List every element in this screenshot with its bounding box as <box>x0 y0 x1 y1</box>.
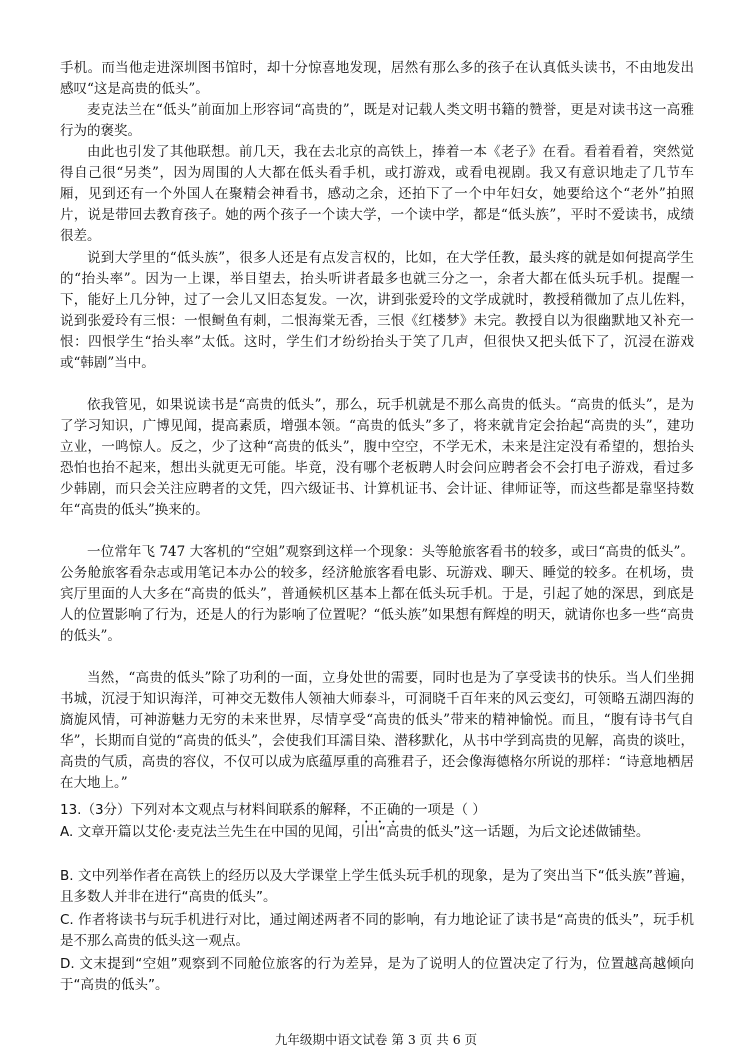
article-paragraph-4: 说到大学里的“低头族”，很多人还是有点发言权的，比如，在大学任教，最头疼的就是如何提高学生的“抬头率”。因为一上课，举目望去，抬头听讲者最多也就三分之一，余者大都在低头玩手机。提醒一下，能好上几分钟，过了一会儿又旧态复发。一次，讲到张爱玲的文学成就时，教授稍微加了点儿佐料，说到张爱玲有三恨：一恨鲥鱼有刺，二恨海棠无香，三恨《红楼梦》未完。教授自以为很幽默地又补充一恨：四恨学生“抬头率”太低。这时，学生们才纷纷抬头于笑了几声，但很快又把头低下了，沉浸在游戏或“韩剧”当中。 <box>60 250 694 372</box>
page-footer: 九年级期中语文试卷 第 3 页 共 6 页 <box>274 1032 478 1047</box>
article-paragraph-2: 麦克法兰在“低头”前面加上形容词“高贵的”，既是对记载人类文明书籍的赞誉，更是对读书这一高雅行为的褒奖。 <box>60 102 694 140</box>
article-paragraph-6: 一位常年飞 747 大客机的“空姐”观察到这样一个现象：头等舱旅客看书的较多，或曰“高贵的低头”。公务舱旅客看杂志或用笔记本办公的较多，经济舱旅客看电影、玩游戏、聊天、睡觉的较多。在机场，贵宾厅里面的人大多在“高贵的低头”，普通候机区基本上都在低头玩手机。于是，引起了她的深思，到底是人的位置影响了行为，还是人的行为影响了位置呢？“低头族”如果想有辉煌的明天，就请你也多一些“高贵的低头”。 <box>60 544 694 645</box>
question-13-option-a: A. 文章开篇以艾伦·麦克法兰先生在中国的见闻，引出“高贵的低头”这一话题，为后文论述做铺垫。 <box>60 824 650 840</box>
question-13-stem-text: 13.（3分）下列对本文观点与材料间联系的解释， <box>60 802 361 818</box>
question-13-option-c: C. 作者将读书与玩手机进行对比，通过阐述两者不同的影响，有力地论证了读书是“高贵的低头”，玩手机是不那么高贵的低头这一观点。 <box>60 912 694 950</box>
article-paragraph-7: 当然，“高贵的低头”除了功利的一面，立身处世的需要，同时也是为了享受读书的快乐。当人们坐拥书城，沉浸于知识海洋，可神交无数伟人领袖大师泰斗，可洞晓千百年来的风云变幻，可领略五湖四海的旖旎风情，可神游魅力无穷的未来世界，尽情享受“高贵的低头”带来的精神愉悦。而且，“腹有诗书气自华”，长期而自觉的“高贵的低头”，会使我们耳濡目染、潜移默化，从书中学到高贵的见解，高贵的谈吐，高贵的气质，高贵的容仪，不仅可以成为底蕴厚重的高雅君子，还会像海德格尔所说的那样：“诗意地栖居在大地上。” <box>60 670 694 792</box>
article-paragraph-1: 手机。而当他走进深圳图书馆时，却十分惊喜地发现，居然有那么多的孩子在认真低头读书，不由地发出感叹“这是高贵的低头”。 <box>60 60 694 98</box>
question-13-option-d: D. 文末提到“空姐”观察到不同舱位旅客的行为差异，是为了说明人的位置决定了行为，位置越高越倾向于“高贵的低头”。 <box>60 956 694 994</box>
question-13-answer-blank: 的一项是（ ） <box>400 802 486 818</box>
question-13-emphasis: 不正确 <box>360 802 401 818</box>
question-13-option-b: B. 文中列举作者在高铁上的经历以及大学课堂上学生低头玩手机的现象，是为了突出当下“低头族”普遍，且多数人并非在进行“高贵的低头”。 <box>60 868 694 906</box>
article-paragraph-3: 由此也引发了其他联想。前几天，我在去北京的高铁上，捧着一本《老子》在看。看着看着，突然觉得自己很“另类”，因为周围的人大都在低头看手机，或打游戏，或看电视剧。我又有意识地走了几节车厢，见到还有一个外国人在聚精会神看书，感动之余，还拍下了一个中年妇女，她要给这个“老外”拍照片，说是带回去教育孩子。她的两个孩子一个读大学，一个读中学，都是“低头族”，平时不爱读书，成绩很差。 <box>60 144 694 245</box>
article-paragraph-5: 依我管见，如果说读书是“高贵的低头”，那么，玩手机就是不那么高贵的低头。“高贵的低头”，是为了学习知识，广博见闻，提高素质，增强本领。“高贵的低头”多了，将来就肯定会抬起“高贵的头”，建功立业，一鸣惊人。反之，少了这种“高贵的低头”，腹中空空，不学无术，未来是注定没有希望的，想抬头恐怕也抬不起来，想出头就更无可能。毕竟，没有哪个老板聘人时会问应聘者会不会打电子游戏，看过多少韩剧，而只会关注应聘者的文凭，四六级证书、计算机证书、会计证、律师证等，而这些都是靠坚持数年“高贵的低头”换来的。 <box>60 397 694 519</box>
